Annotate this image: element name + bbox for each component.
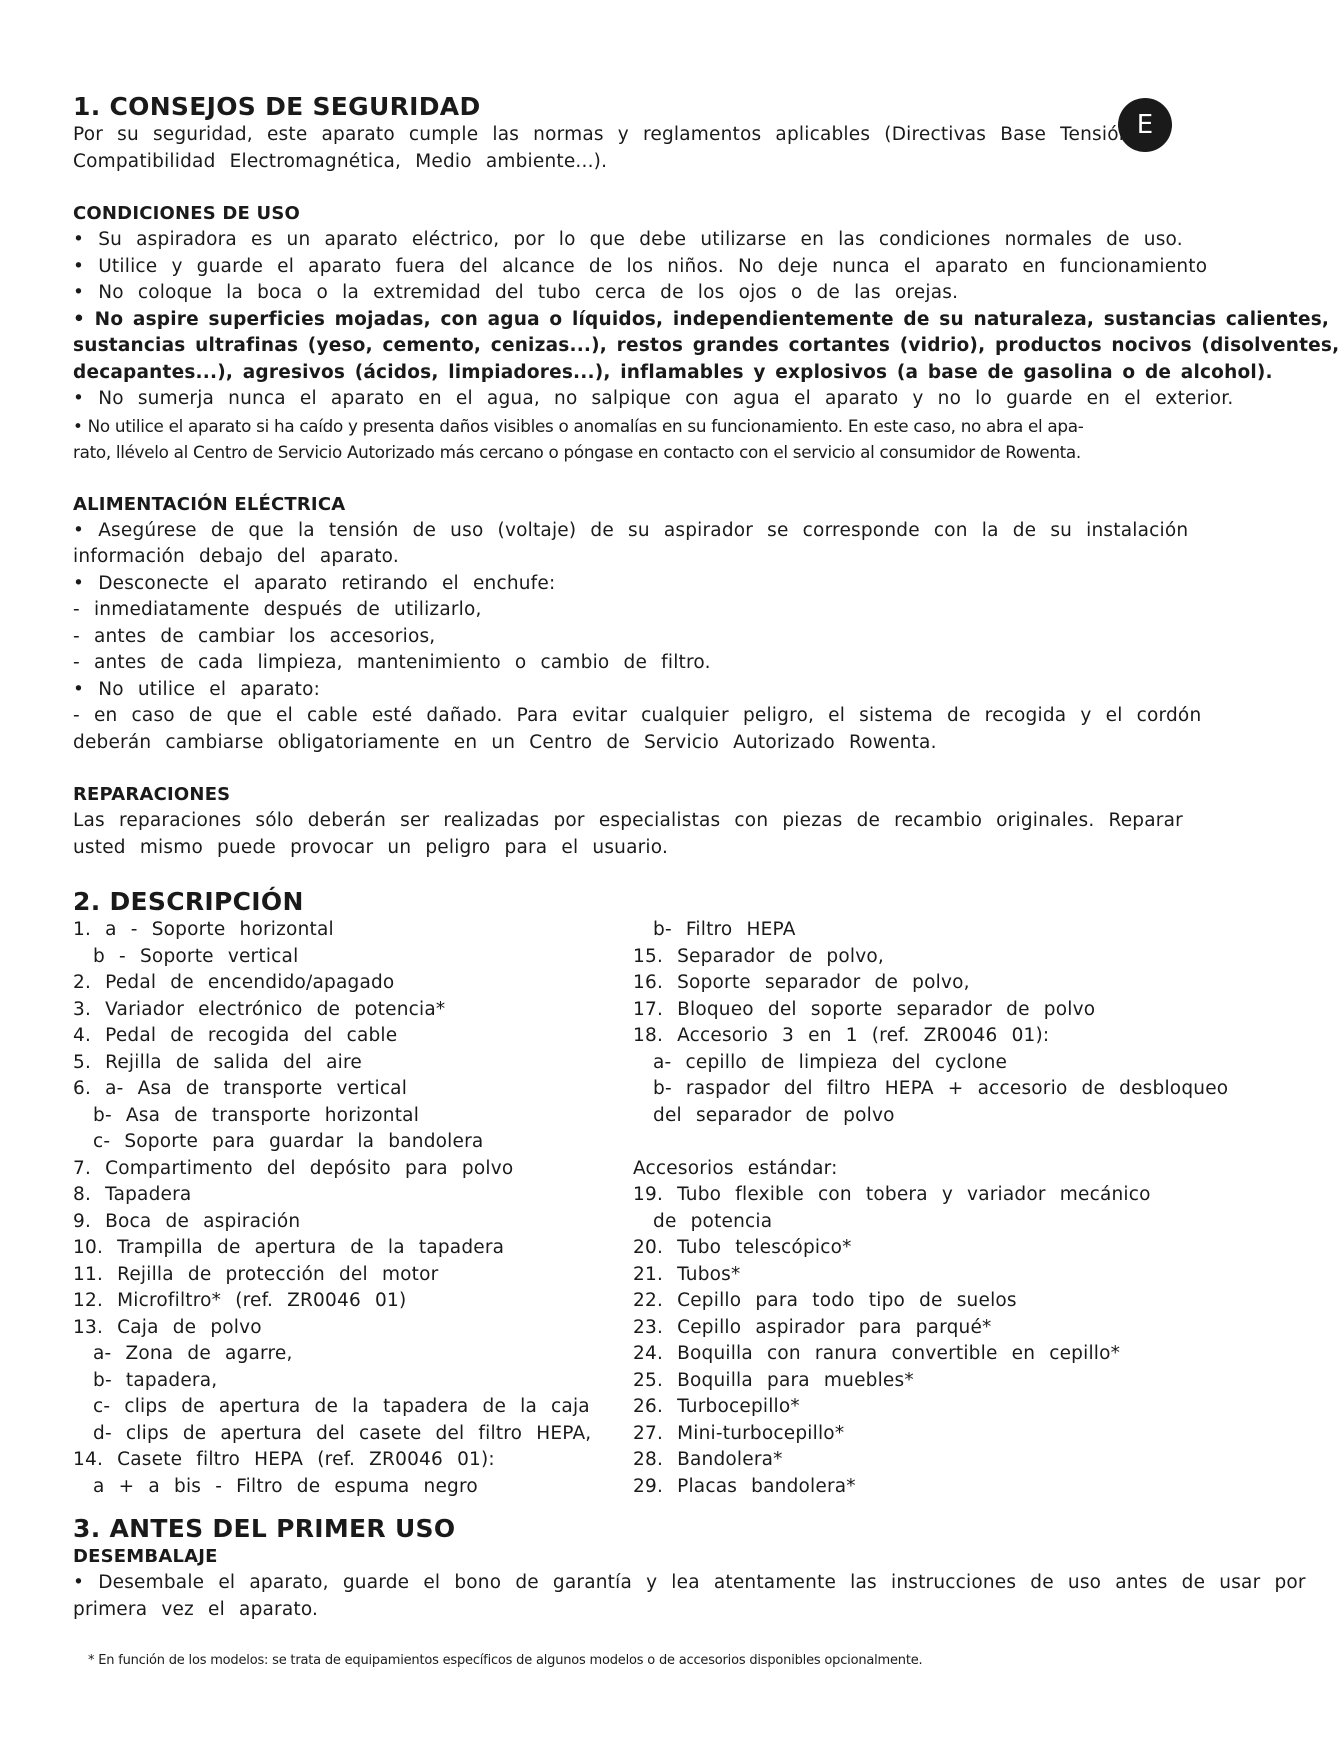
- description-item: 14. Casete filtro HEPA (ref. ZR0046 01):: [73, 1449, 495, 1470]
- power-line: - antes de cambiar los accesorios,: [73, 625, 436, 647]
- description-item: 24. Boquilla con ranura convertible en cepillo*: [633, 1343, 1121, 1364]
- description-item: del separador de polvo: [653, 1104, 895, 1126]
- conditions-line: • No sumerja nunca el aparato en el agua, no salpique con agua el aparato y no lo guarde en el exterior.: [73, 388, 1234, 409]
- language-badge: E: [1118, 98, 1172, 152]
- unpacking-title: DESEMBALAJE: [73, 1546, 218, 1567]
- warning-line: decapantes...), agresivos (ácidos, limpiadores...), inflamables y explosivos (a base de gasolina o de alcohol).: [73, 361, 1273, 383]
- description-item: 25. Boquilla para muebles*: [633, 1369, 914, 1391]
- description-item: 18. Accesorio 3 en 1 (ref. ZR0046 01):: [633, 1025, 1050, 1046]
- description-item: [633, 1129, 1208, 1156]
- description-item: 15. Separador de polvo,: [633, 945, 884, 967]
- description-item: 21. Tubos*: [633, 1263, 741, 1285]
- description-item: 27. Mini-turbocepillo*: [633, 1422, 845, 1444]
- description-item: 12. Microfiltro* (ref. ZR0046 01): [73, 1290, 407, 1311]
- repairs-title: REPARACIONES: [73, 784, 231, 805]
- power-line: - inmediatamente después de utilizarlo,: [73, 599, 482, 620]
- conditions-line: rato, llévelo al Centro de Servicio Autorizado más cercano o póngase en contacto con el servicio al consumidor de Rowenta.: [73, 442, 1081, 462]
- power-line: - antes de cada limpieza, mantenimiento o cambio de filtro.: [73, 652, 711, 673]
- description-item: 10. Trampilla de apertura de la tapadera: [73, 1237, 505, 1258]
- description-item: 9. Boca de aspiración: [73, 1210, 301, 1232]
- description-item: 28. Bandolera*: [633, 1449, 783, 1470]
- warning-line: • No aspire superficies mojadas, con agua o líquidos, independientemente de su naturaleza, sustancias calientes,: [73, 308, 1330, 330]
- description-item: 26. Turbocepillo*: [633, 1396, 800, 1417]
- intro-line: Por su seguridad, este aparato cumple las normas y reglamentos aplicables (Directivas Base Tensión,: [73, 124, 1137, 145]
- description-item: 19. Tubo flexible con tobera y variador mecánico: [633, 1184, 1151, 1205]
- description-item: a + a bis - Filtro de espuma negro: [93, 1475, 478, 1497]
- power-line: - en caso de que el cable esté dañado. Para evitar cualquier peligro, el sistema de recogida y el cordón: [73, 705, 1202, 726]
- description-item: 4. Pedal de recogida del cable: [73, 1025, 398, 1046]
- description-left-column: [73, 917, 633, 1500]
- footnote: * En función de los modelos: se trata de equipamientos específicos de algunos modelos o de accesorios disponibles opcionalmente.: [88, 1653, 923, 1668]
- repairs-line: Las reparaciones sólo deberán ser realizadas por especialistas con piezas de recambio originales. Reparar: [73, 810, 1183, 831]
- description-item: 16. Soporte separador de polvo,: [633, 972, 970, 993]
- unpacking-line: primera vez el aparato.: [73, 1598, 319, 1620]
- intro-line: Compatibilidad Electromagnética, Medio ambiente...).: [73, 150, 608, 172]
- description-item: 8. Tapadera: [73, 1184, 192, 1205]
- description-item: c- Soporte para guardar la bandolera: [93, 1131, 484, 1152]
- power-line: • No utilice el aparato:: [73, 678, 321, 700]
- description-item: 7. Compartimento del depósito para polvo: [73, 1157, 514, 1179]
- section-3-title: 3. ANTES DEL PRIMER USO: [73, 1514, 456, 1543]
- description-item: de potencia: [653, 1210, 773, 1232]
- description-item: a- cepillo de limpieza del cyclone: [653, 1051, 1008, 1073]
- description-item: 2. Pedal de encendido/apagado: [73, 972, 395, 993]
- power-line: • Asegúrese de que la tensión de uso (voltaje) de su aspirador se corresponde con la de su instalación: [73, 519, 1189, 541]
- description-item: b- tapadera,: [93, 1369, 218, 1391]
- description-item: b- raspador del filtro HEPA + accesorio de desbloqueo: [653, 1078, 1229, 1099]
- description-item: 1. a - Soporte horizontal: [73, 919, 334, 940]
- conditions-line: • Su aspiradora es un aparato eléctrico, por lo que debe utilizarse en las condiciones normales de uso.: [73, 229, 1183, 250]
- description-item: 5. Rejilla de salida del aire: [73, 1051, 362, 1073]
- repairs-line: usted mismo puede provocar un peligro para el usuario.: [73, 836, 669, 858]
- conditions-line: • No utilice el aparato si ha caído y presenta daños visibles o anomalías en su funcionamiento. En este caso, no abra el apa-: [73, 415, 1084, 436]
- description-item: 6. a- Asa de transporte vertical: [73, 1078, 408, 1099]
- description-item: 17. Bloqueo del soporte separador de polvo: [633, 998, 1096, 1020]
- description-right-column: [633, 917, 1229, 1500]
- power-line: • Desconecte el aparato retirando el enchufe:: [73, 572, 556, 594]
- description-item: Accesorios estándar:: [633, 1157, 838, 1179]
- description-item: 20. Tubo telescópico*: [633, 1237, 852, 1258]
- section-1-title: 1. CONSEJOS DE SEGURIDAD: [73, 92, 481, 121]
- description-item: b- Asa de transporte horizontal: [93, 1104, 420, 1126]
- section-2-title: 2. DESCRIPCIÓN: [73, 887, 304, 916]
- description-columns: [73, 917, 1229, 1500]
- power-title: ALIMENTACIÓN ELÉCTRICA: [73, 493, 346, 515]
- conditions-line: • No coloque la boca o la extremidad del tubo cerca de los ojos o de las orejas.: [73, 282, 959, 303]
- conditions-line: • Utilice y guarde el aparato fuera del alcance de los niños. No deje nunca el aparato en funcionamiento: [73, 255, 1208, 277]
- description-item: b- Filtro HEPA: [653, 919, 796, 940]
- description-item: d- clips de apertura del casete del filtro HEPA,: [93, 1422, 592, 1444]
- description-item: 3. Variador electrónico de potencia*: [73, 998, 446, 1020]
- warning-line: sustancias ultrafinas (yeso, cemento, cenizas...), restos grandes cortantes (vidrio), productos nocivos (disolventes,: [73, 335, 1339, 356]
- document-page: [73, 92, 1339, 1623]
- description-item: a- Zona de agarre,: [93, 1343, 293, 1364]
- description-item: c- clips de apertura de la tapadera de la caja: [93, 1396, 590, 1417]
- description-item: 29. Placas bandolera*: [633, 1475, 856, 1497]
- description-item: 11. Rejilla de protección del motor: [73, 1263, 439, 1285]
- conditions-title: CONDICIONES DE USO: [73, 203, 301, 224]
- description-item: 23. Cepillo aspirador para parqué*: [633, 1316, 992, 1338]
- power-line: deberán cambiarse obligatoriamente en un Centro de Servicio Autorizado Rowenta.: [73, 731, 937, 753]
- unpacking-line: • Desembale el aparato, guarde el bono de garantía y lea atentamente las instrucciones de uso antes de usar por: [73, 1572, 1306, 1593]
- description-item: 13. Caja de polvo: [73, 1316, 262, 1338]
- power-line: información debajo del aparato.: [73, 546, 399, 567]
- description-item: b - Soporte vertical: [93, 945, 299, 967]
- description-item: 22. Cepillo para todo tipo de suelos: [633, 1290, 1017, 1311]
